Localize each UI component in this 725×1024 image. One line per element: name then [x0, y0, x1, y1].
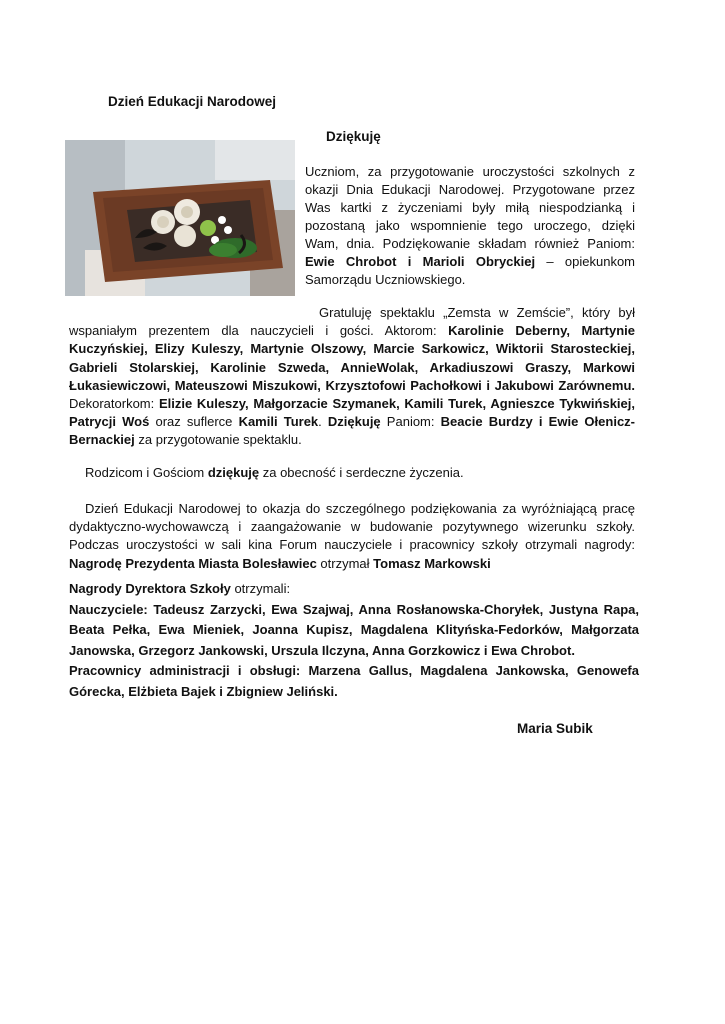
para2-actors: Karolinie Deberny, Martynie Kuczyńskiej, Elizy Kuleszy, Martynie Olszowy, Marcie Sarkowicz, Wiktorii Starosteckiej, Gabrieli Stolarskiej, Karolinie Szweda, AnnieWolak, Arkadiuszowi Graszy, Markowi Łukasiewiczowi, Mateuszowi Miszukowi, Krzysztofowi Pachołkowi i Jakubowi Zarównemu.	[69, 323, 635, 393]
signature: Maria Subik	[517, 721, 593, 736]
photo-floral-greeting-card-icon	[65, 140, 295, 296]
staff-list: Pracownicy administracji i obsługi: Marzena Gallus, Magdalena Jankowska, Genowefa Górecka, Elżbieta Bajek i Zbigniew Jeliński.	[69, 663, 639, 699]
awards-intro-paragraph	[69, 500, 635, 573]
director-award-label: Nagrody Dyrektora Szkoły	[69, 581, 231, 596]
para4-recipient: Tomasz Markowski	[373, 555, 491, 571]
para4-text: Dzień Edukacji Narodowej to okazja do szczególnego podziękowania za wyróżniającą pracę dydaktyczno-wychowawczą i zaangażowanie w budowanie pozytywnego wizerunku szkoły. Podczas uroczystości w sali kina Forum nauczyciele i pracownicy szkoły otrzymali nagrody:	[69, 501, 635, 553]
para2-prompter: Kamili Turek	[238, 414, 319, 430]
para2-intro: Gratuluję spektaklu „Zemsta w Zemście”, który był wspaniałym prezentem dla nauczycieli i gości. Aktorom:	[69, 305, 635, 339]
para3-bold: dziękuję	[207, 465, 260, 480]
director-award-received: otrzymali:	[230, 581, 291, 596]
parents-paragraph	[69, 464, 635, 482]
teachers-list: Nauczyciele: Tadeusz Zarzycki, Ewa Szajwaj, Anna Rosłanowska-Choryłek, Justyna Rapa, Beata Pełka, Ewa Mieniek, Joanna Kupisz, Magdalena Klityńska-Fedorków, Małgorzata Janowska, Grzegorz Jankowski, Urszula Ilczyna, Anna Gorzkowicz i Ewa Chrobot.	[69, 601, 639, 658]
thanks-students-paragraph	[305, 163, 635, 289]
para3-lead: Rodzicom i Gościom	[85, 465, 208, 480]
para3-tail: za obecność i serdeczne życzenia.	[259, 465, 464, 480]
para1-tail: – opiekunkom Samorządu Uczniowskiego.	[305, 254, 635, 287]
para2-ladies-label: Paniom:	[380, 414, 441, 430]
para2-thanks-word: Dziękuję	[327, 414, 381, 430]
document-title: Dzień Edukacji Narodowej	[108, 94, 277, 109]
para1-bold-names: Ewie Chrobot i Marioli Obryckiej	[305, 254, 536, 269]
para2-tail: za przygotowanie spektaklu.	[134, 432, 302, 448]
para1-text: Uczniom, za przygotowanie uroczystości szkolnych z okazji Dnia Edukacji Narodowej. Przygotowane przez Was kartki z życzeniami były miłą niespodzianką i pozostaną jako wspomnienie tego uroczego, dzięki Wam, dnia. Podziękowanie składam również Paniom:	[305, 164, 635, 251]
performance-paragraph: Gratuluję spektaklu „Zemsta w Zemście”, który był wspaniałym prezentem dla nauczycieli i gości. Aktorom: Karolinie Deberny, Martynie Kuczyńskiej, Elizy Kuleszy, Martynie Olszowy, Marcie Sarkowicz, Wiktorii Starosteckiej, Gabrieli Stolarskiej, Karolinie Szweda, AnnieWolak, Arkadiuszowi Graszy, Markowi Łukasiewiczowi, Mateuszowi Miszukowi, Krzysztofowi Pachołkowi i Jakubowi Zarównemu. Dekoratorkom: Elizie Kuleszy, Małgorzacie Szymanek, Kamili Turek, Agnieszce Tykwińskiej, Patrycji Woś oraz suflerce Kamili Turek. Dziękuję Paniom: Beacie Burdzy i Ewie Ołenicz-Bernackiej za przygotowanie spektaklu.	[69, 305, 635, 448]
para4-received: otrzymał	[316, 555, 374, 571]
para2-ladies: Beacie Burdzy i Ewie Ołenicz-Bernackiej	[69, 414, 635, 448]
para2-decor-label: Dekoratorkom:	[69, 396, 159, 412]
para2-prompter-label: oraz suflerce	[149, 414, 239, 430]
director-awards-section	[69, 579, 639, 702]
para2-decorators: Elizie Kuleszy, Małgorzacie Szymanek, Kamili Turek, Agnieszce Tykwińskiej, Patrycji Woś	[69, 396, 635, 430]
thanks-heading: Dziękuję	[326, 129, 381, 144]
director-awards-heading	[69, 579, 639, 600]
para4-award: Nagrodę Prezydenta Miasta Bolesławiec	[69, 555, 317, 571]
